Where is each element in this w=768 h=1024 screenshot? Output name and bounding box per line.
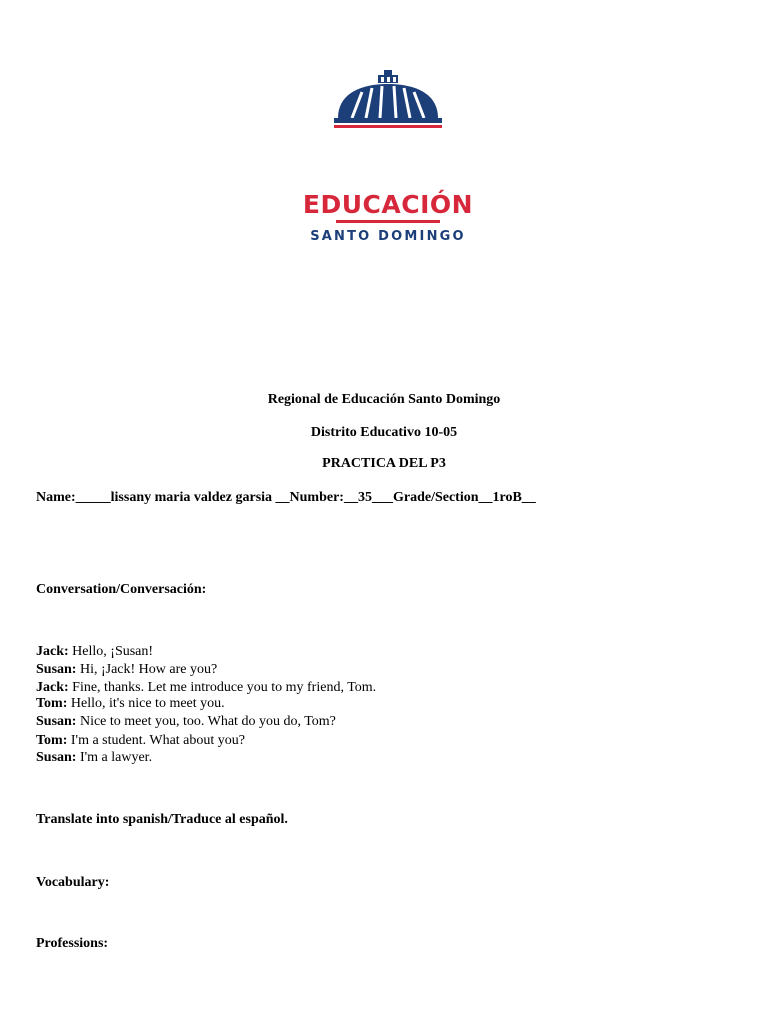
speaker-name: Jack:: [36, 644, 69, 659]
dome-icon: [272, 68, 504, 188]
dialogue-text: Hello, ¡Susan!: [68, 644, 154, 659]
speaker-name: Tom:: [36, 733, 68, 748]
logo-main-text: EDUCACIÓN: [302, 190, 474, 219]
dialogue-line: [36, 732, 245, 749]
dialogue-text: I'm a lawyer.: [76, 750, 153, 765]
professions-heading: Professions:: [36, 936, 109, 951]
vocabulary-heading: Vocabulary:: [36, 875, 110, 890]
header-district: Distrito Educativo 10-05: [310, 425, 458, 440]
student-info-line: Name:_____lissany maria valdez garsia __Number:__35___Grade/Section__1roB__: [36, 490, 536, 505]
dialogue-text: Hi, ¡Jack! How are you?: [76, 662, 218, 677]
dialogue-line: [36, 661, 217, 678]
education-logo: [272, 68, 504, 244]
logo-sub-text: SANTO DOMINGO: [310, 229, 466, 244]
conversation-heading: Conversation/Conversación:: [36, 582, 207, 597]
translate-heading: Translate into spanish/Traduce al español.: [36, 812, 288, 827]
dialogue-line: [36, 713, 336, 730]
header-practice-title: PRACTICA DEL P3: [322, 456, 446, 471]
dialogue-text: I'm a student. What about you?: [67, 733, 246, 748]
speaker-name: Susan:: [36, 662, 77, 677]
dialogue-text: Nice to meet you, too. What do you do, Tom?: [76, 714, 336, 729]
dialogue-line: [36, 679, 376, 696]
header-regional: Regional de Educación Santo Domingo: [267, 392, 501, 407]
dialogue-text: Hello, it's nice to meet you.: [67, 696, 225, 711]
speaker-name: Susan:: [36, 750, 77, 765]
dialogue-line: [36, 695, 225, 712]
logo-underline: [336, 220, 440, 223]
dialogue-text: Fine, thanks. Let me introduce you to my friend, Tom.: [68, 680, 377, 695]
speaker-name: Jack:: [36, 680, 69, 695]
speaker-name: Tom:: [36, 696, 68, 711]
dialogue-line: [36, 749, 152, 766]
speaker-name: Susan:: [36, 714, 77, 729]
dialogue-line: [36, 643, 153, 660]
